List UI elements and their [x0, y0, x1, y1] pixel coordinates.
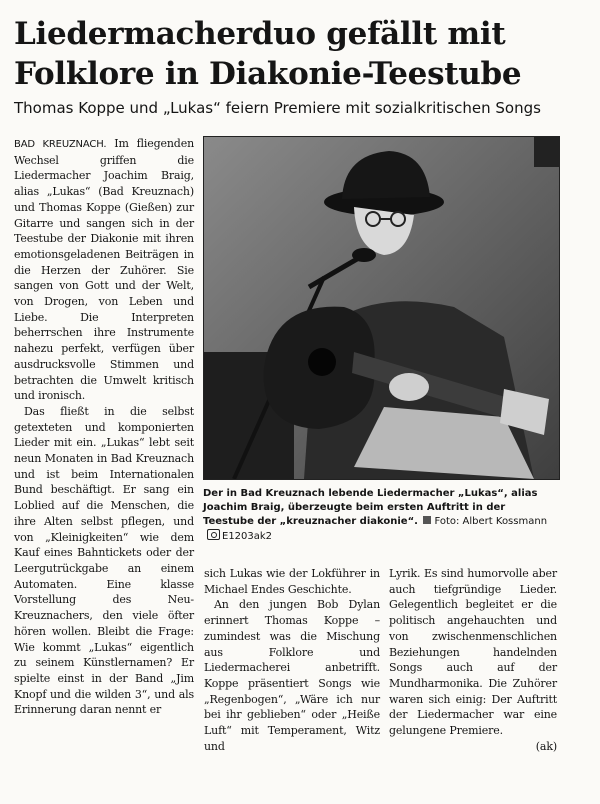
camera-icon [207, 529, 220, 540]
paragraph: sich Lukas wie der Lokführer in Michael Endes Geschichte. [204, 567, 380, 596]
photo-code: E1203ak2 [222, 531, 273, 542]
paragraph-text: Im fliegenden Wechsel griffen die Liedermacher Joachim Braig, alias „Lukas“ (Bad Kreuznach) und Thomas Koppe (Gießen) zur Gitarre und sangen sich in der Teestube der Diakonie mit ihren emotionsgeladenen Beiträgen in die Herzen der Zuhörer. Sie sangen von Gott und der Welt, von Drogen, von Leben und Liebe. Die Interpreten beherrschen ihre Instrumente nahezu perfekt, verfügen über ausdrucksvolle Stimmen und betrachten die Umwelt kritisch und ironisch. [14, 137, 194, 403]
article-column-3 [389, 566, 557, 755]
caption-text: Der in Bad Kreuznach lebende Liedermacher „Lukas“, alias Joachim Braig, überzeugte beim ersten Auftritt in der Teestube der „kreuznacher diakonie“. [203, 488, 538, 527]
headline: Liedermacherduo gefällt mit Folklore in Diakonie-Teestube [14, 16, 522, 92]
dateline: BAD KREUZNACH. [14, 139, 107, 150]
concert-photo [203, 136, 560, 480]
article-column-1 [14, 136, 194, 718]
photo-credit: Foto: Albert Kossmann [434, 516, 548, 527]
subheadline: Thomas Koppe und „Lukas“ feiern Premiere mit sozialkritischen Songs [14, 99, 541, 117]
paragraph: Das fließt in die selbst getexteten und komponierten Lieder mit ein. „Lukas“ lebt seit neun Monaten in Bad Kreuznach und ist beim Internationalen Bund beschäftigt. Er sang ein Loblied auf die Menschen, die ihre Alten selbst pflegen, und von „Kleinigkeiten“ wie dem Kauf eines Bahntickets oder der Leergutrückgabe an einem Automaten. Eine klasse Vorstellung des Neu-Kreuznachers, den viele öfter hören wollen. Bleibt die Frage: Wie kommt „Lukas“ eigentlich zu seinem Künstlernamen? Er spielte einst in der Band „Jim Knopf und die wilden 3“, und als Erinnerung daran nennt er [14, 404, 194, 717]
paragraph [14, 136, 194, 404]
square-bullet-icon [423, 516, 431, 524]
paragraph: Lyrik. Es sind humorvolle aber auch tiefgründige Lieder. Gelegentlich begleitet er die politisch angehauchten und von zwischenmenschlichen Beziehungen handelnden Songs auch auf der Mundharmonika. Die Zuhörer waren sich einig: Der Auftritt der Liedermacher war eine gelungene Premiere. [389, 567, 557, 738]
article-column-2 [204, 566, 380, 754]
paragraph: An den jungen Bob Dylan erinnert Thomas Koppe – zumindest was die Mischung aus Folklore und Liedermacherei anbetrifft. Koppe präsentiert Songs wie „Regenbogen“, „Wäre ich nur bei ihr geblieben“ oder „Heiße Luft“ mit Temperament, Witz und [204, 598, 380, 753]
photo-caption [203, 487, 559, 544]
author-signature: (ak) [535, 739, 557, 753]
